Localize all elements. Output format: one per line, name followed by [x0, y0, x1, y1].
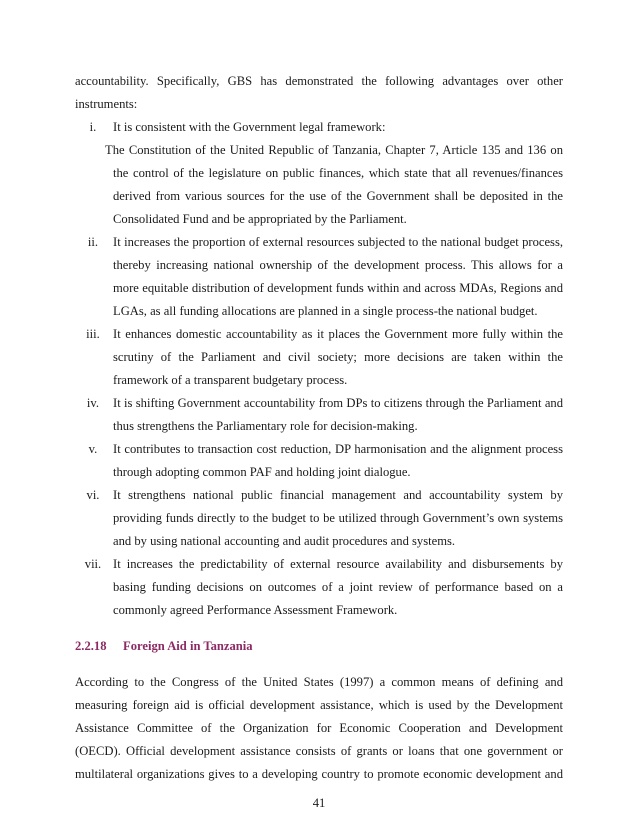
body-line: Assistance Committee of the Organization for Economic Cooperation and Development: [75, 721, 563, 735]
list-item-number: vii.: [84, 557, 102, 571]
list-item-line: It is consistent with the Government legal framework:: [113, 120, 386, 134]
page-number: 41: [312, 796, 326, 810]
list-item-number: v.: [88, 442, 98, 456]
list-item-line: It strengthens national public financial management and accountability system by: [113, 488, 563, 502]
list-item-line: derived from various sources for the use of the Government shall be deposited in the: [113, 189, 563, 203]
intro-line: instruments:: [75, 97, 138, 111]
list-item-number: ii.: [87, 235, 99, 249]
body-line: multilateral organizations gives to a developing country to promote economic development and: [75, 767, 563, 781]
list-item-number: i.: [89, 120, 97, 134]
list-item-line: commonly agreed Performance Assessment Framework.: [113, 603, 398, 617]
list-item-line: basing funding decisions on outcomes of a joint review of performance based on a: [113, 580, 563, 594]
list-item-line: thereby increasing national ownership of the development process. This allows for a: [113, 258, 563, 272]
list-item-line: scrutiny of the Parliament and civil society; more decisions are taken within the: [113, 350, 563, 364]
list-item-line: It increases the proportion of external resources subjected to the national budget process,: [113, 235, 563, 249]
list-item-line: through adopting common PAF and holding joint dialogue.: [113, 465, 411, 479]
list-item-number: iv.: [86, 396, 100, 410]
list-item-line: providing funds directly to the budget to be utilized through Government’s own systems: [113, 511, 563, 525]
list-item-number: iii.: [86, 327, 100, 341]
list-item-line: framework of a transparent budgetary process.: [113, 373, 348, 387]
list-item-line: It is shifting Government accountability from DPs to citizens through the Parliament and: [113, 396, 563, 410]
body-line: measuring foreign aid is official development assistance, which is used by the Development: [75, 698, 563, 712]
list-item-line: the control of the legislature on public finances, which state that all revenues/finances: [113, 166, 563, 180]
intro-line: accountability. Specifically, GBS has demonstrated the following advantages over other: [75, 74, 563, 88]
section-heading: [75, 636, 253, 656]
body-line: According to the Congress of the United States (1997) a common means of defining and: [75, 675, 563, 689]
body-line: (OECD). Official development assistance consists of grants or loans that one government or: [75, 744, 563, 758]
list-item-line: It enhances domestic accountability as it places the Government more fully within the: [113, 327, 563, 341]
list-item-line: It increases the predictability of external resource availability and disbursements by: [113, 557, 563, 571]
list-item-line: more equitable distribution of development funds within and across MDAs, Regions and: [113, 281, 563, 295]
list-item-line: Consolidated Fund and be appropriated by the Parliament.: [113, 212, 407, 226]
list-item-line: thus strengthens the Parliamentary role for decision-making.: [113, 419, 418, 433]
list-item-line: LGAs, as all funding allocations are planned in a single process-the national budget.: [113, 304, 538, 318]
list-item-line: It contributes to transaction cost reduction, DP harmonisation and the alignment process: [113, 442, 563, 456]
list-item-line: The Constitution of the United Republic of Tanzania, Chapter 7, Article 135 and 136 on: [105, 143, 563, 157]
list-item-number: vi.: [86, 488, 100, 502]
list-item-line: and by using national accounting and audit procedures and systems.: [113, 534, 456, 548]
section-title: Foreign Aid in Tanzania: [123, 639, 253, 653]
section-number: 2.2.18: [75, 639, 107, 653]
